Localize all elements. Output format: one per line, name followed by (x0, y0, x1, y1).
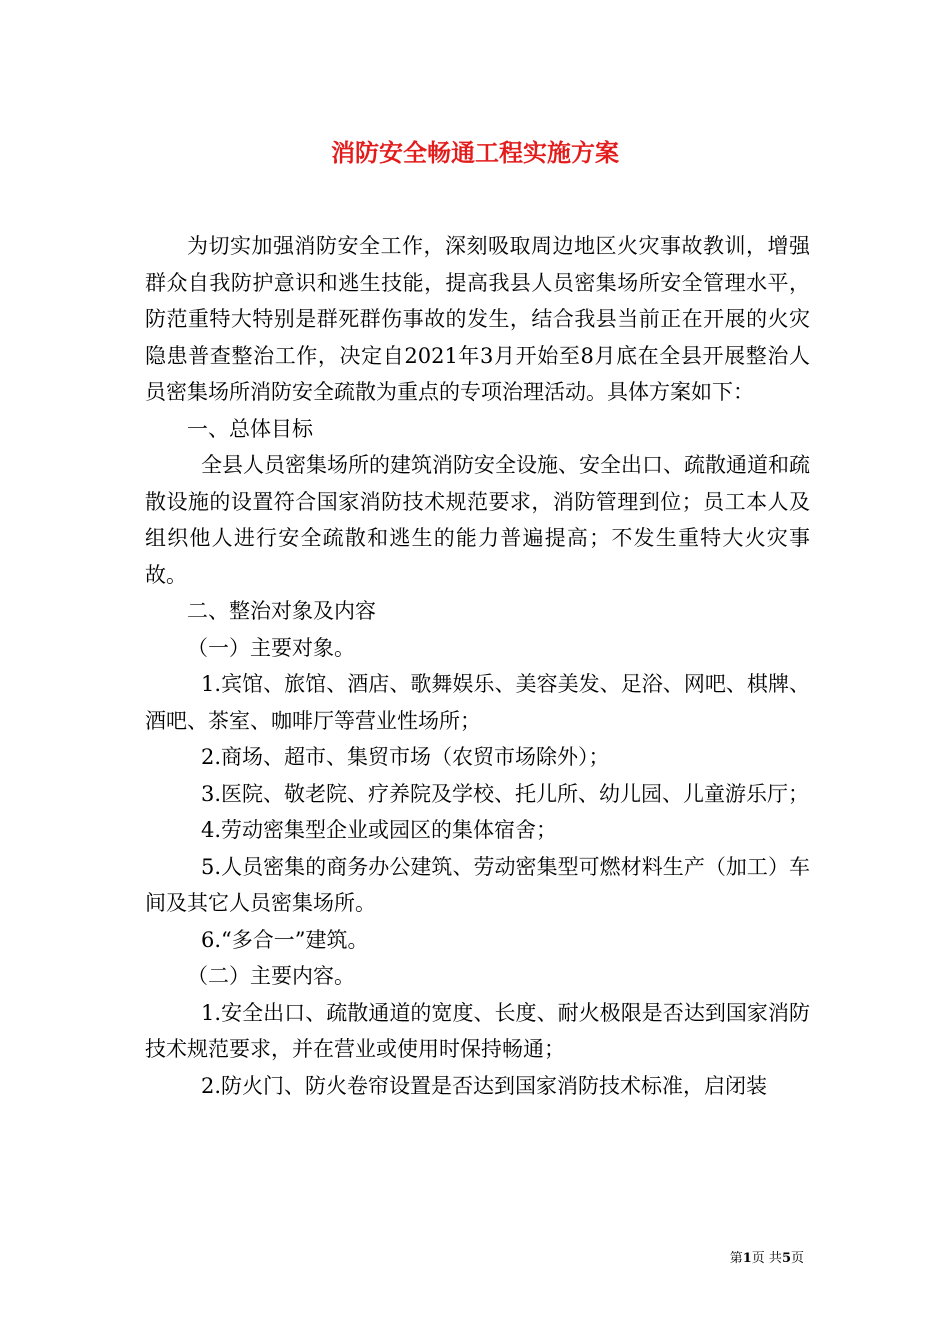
list-item: 4.劳动密集型企业或园区的集体宿舍； (201, 818, 558, 842)
list-item: 2.商场、超市、集贸市场（农贸市场除外）； (201, 745, 610, 769)
goal-paragraph: 全县人员密集场所的建筑消防安全设施、安全出口、疏散通道和疏散设施的设置符合国家消防技术规范要求，消防管理到位；员工本人及组织他人进行安全疏散和逃生的能力普遍提高；不发生重特大火灾事故。 (145, 453, 810, 587)
document-title: 消防安全畅通工程实施方案 (331, 138, 619, 167)
intro-paragraph: 为切实加强消防安全工作，深刻吸取周边地区火灾事故教训，增强群众自我防护意识和逃生技能，提高我县人员密集场所安全管理水平，防范重特大特别是群死群伤事故的发生，结合我县当前正在开展的火灾隐患普查整治工作，决定自2021年3月开始至8月底在全县开展整治人员密集场所消防安全疏散为重点的专项治理活动。具体方案如下： (145, 234, 810, 404)
section-heading-targets: 二、整治对象及内容 (187, 599, 376, 623)
current-page-number: 1 (742, 1251, 752, 1266)
footer-suffix: 页 (790, 1251, 804, 1266)
footer-middle: 页 共 (751, 1251, 782, 1266)
footer-prefix: 第 (729, 1251, 743, 1266)
list-item: 3.医院、敬老院、疗养院及学校、托儿所、幼儿园、儿童游乐厅； (201, 781, 810, 806)
list-item: 1.安全出口、疏散通道的宽度、长度、耐火极限是否达到国家消防技术规范要求，并在营业或使用时保持畅通； (145, 1000, 810, 1061)
document-body (145, 228, 810, 1104)
section-heading-goal: 一、总体目标 (187, 416, 313, 441)
total-pages-number: 5 (781, 1251, 791, 1266)
list-item: 5.人员密集的商务办公建筑、劳动密集型可燃材料生产（加工）车间及其它人员密集场所。 (145, 854, 810, 915)
subsection-heading-content: （二）主要内容。 (187, 964, 355, 988)
page-number-footer (730, 1247, 804, 1266)
list-item: 2.防火门、防火卷帘设置是否达到国家消防技术标准，启闭装 (201, 1073, 768, 1098)
list-item: 6.“多合一”建筑。 (201, 927, 369, 952)
subsection-heading-objects: （一）主要对象。 (187, 635, 355, 660)
list-item: 1.宾馆、旅馆、酒店、歌舞娱乐、美容美发、足浴、网吧、棋牌、酒吧、茶室、咖啡厅等营业性场所； (145, 672, 810, 733)
